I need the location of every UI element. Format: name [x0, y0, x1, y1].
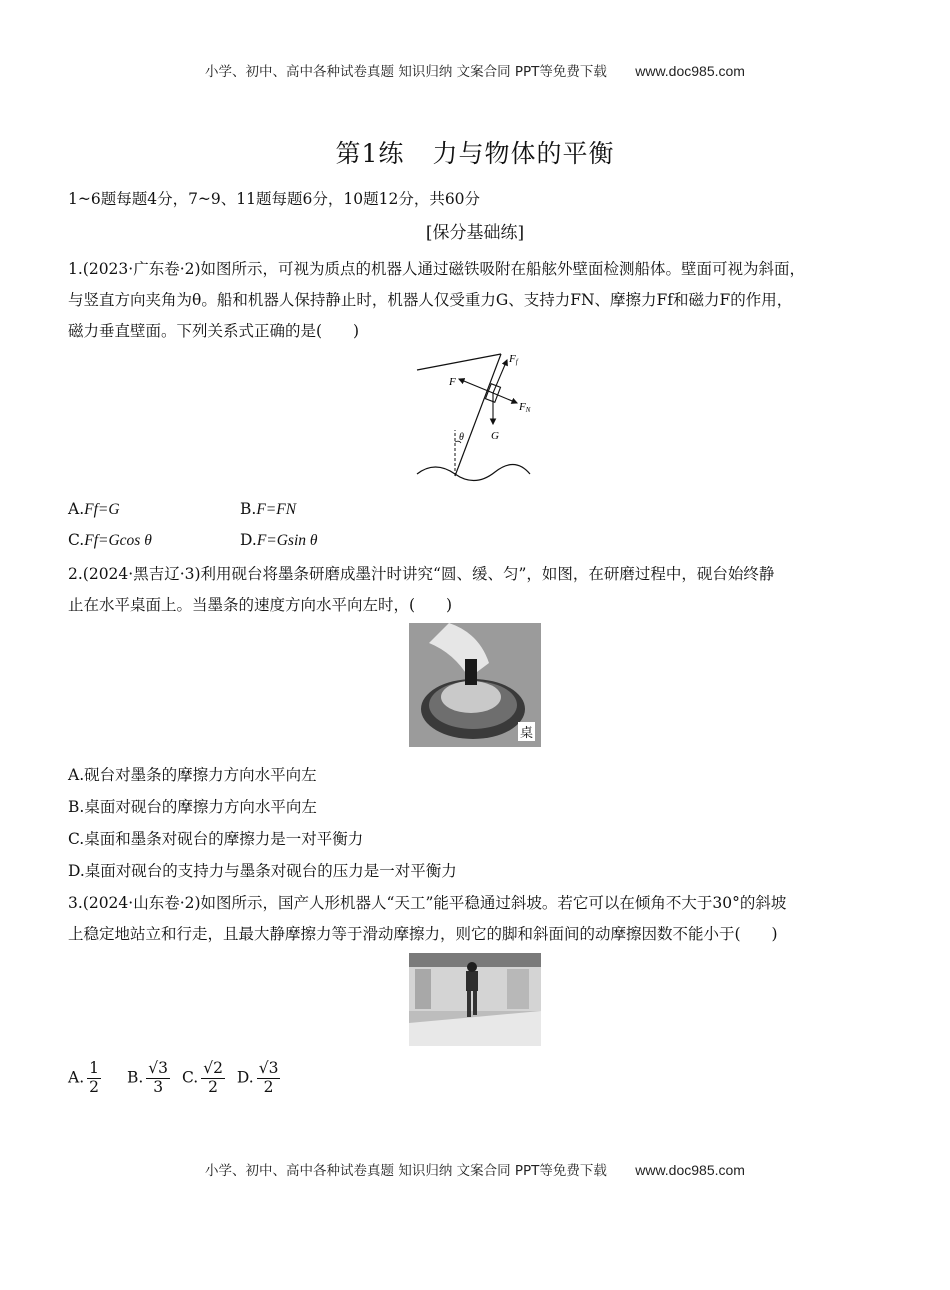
q1-option-a-text: Ff=G: [84, 501, 120, 518]
q3-option-a-den: 2: [89, 1077, 99, 1096]
label-ff-sub: f: [515, 358, 518, 366]
force-f-arrow: [459, 379, 493, 393]
q1-option-a-label: A.: [68, 500, 85, 518]
label-g: G: [491, 430, 499, 442]
q3-robot-photo: [409, 953, 541, 1046]
q3-option-b-label: B.: [126, 1068, 144, 1087]
q2-inkstone-photo: [409, 623, 541, 747]
q2-option-c: C.桌面和墨条对砚台的摩擦力是一对平衡力: [68, 830, 364, 848]
q3-options: [68, 1060, 283, 1097]
q3-option-d-num: √3: [258, 1059, 279, 1077]
page-footer: [0, 1159, 950, 1179]
title-main: 第1练: [335, 139, 405, 168]
q3-option-b-den: 3: [153, 1077, 164, 1096]
q2-line1: 2.(2024·黑吉辽·3)利用砚台将墨条研磨成墨汁时讲究“圆、缓、匀”，如图，在研磨过程中，砚台始终静: [68, 565, 775, 583]
q3-option-c-num: √2: [203, 1059, 223, 1077]
q2-option-a: A.砚台对墨条的摩擦力方向水平向左: [68, 766, 317, 784]
label-theta: θ: [459, 432, 464, 443]
q1-option-d-label: D.: [240, 531, 257, 549]
q1-option-d: [240, 531, 318, 550]
q3-option-a: [68, 1060, 104, 1097]
q1-option-b-text: F=FN: [256, 501, 297, 518]
q3-option-d-den: 2: [263, 1077, 274, 1096]
page-header: [0, 60, 950, 80]
q3-option-a-num: 1: [89, 1059, 99, 1077]
q1-option-b: [240, 500, 296, 519]
label-fn: F: [519, 401, 526, 413]
q1-option-c-label: C.: [68, 531, 85, 549]
label-fn-sub: N: [525, 406, 531, 414]
water-surface: [417, 464, 530, 480]
ship-deck-line: [417, 354, 501, 370]
q1-line2: 与竖直方向夹角为θ。船和机器人保持静止时，机器人仅受重力G、支持力FN、摩擦力Ff和磁力F的作用，: [68, 291, 793, 309]
q2-option-b: B.桌面对砚台的摩擦力方向水平向左: [68, 798, 317, 816]
footer-url[interactable]: www.doc985.com: [635, 1162, 745, 1178]
section-heading: [保分基础练]: [425, 223, 525, 243]
q1-option-a: [68, 500, 120, 519]
q3-option-b-num: √3: [148, 1059, 169, 1077]
label-f: F: [449, 376, 456, 388]
ship-wall-line: [455, 354, 501, 476]
q1-line1: 1.(2023·广东卷·2)如图所示，可视为质点的机器人通过磁铁吸附在船舷外壁面检测船体。壁面可视为斜面，: [68, 260, 806, 278]
page-title: [0, 134, 950, 170]
footer-text: 小学、初中、高中各种试卷真题 知识归纳 文案合同 PPT等免费下载: [205, 1163, 607, 1179]
q1-option-c-text: Ff=Gcos θ: [84, 532, 152, 549]
q3-option-d-label: D.: [236, 1068, 254, 1087]
q1-line3: 磁力垂直壁面。下列关系式正确的是( ): [68, 322, 360, 340]
svg-text:FN: [518, 401, 531, 414]
svg-text:Ff: [508, 353, 519, 366]
q3-line2: 上稳定地站立和行走，且最大静摩擦力等于滑动摩擦力，则它的脚和斜面间的动摩擦因数不能小于( ): [68, 925, 778, 943]
q3-option-c-den: 2: [208, 1077, 218, 1096]
q1-option-b-label: B.: [240, 500, 257, 518]
label-ff: F: [509, 353, 516, 365]
header-url[interactable]: www.doc985.com: [635, 63, 745, 79]
q1-force-diagram: [405, 348, 535, 486]
q3-option-c-label: C.: [181, 1068, 199, 1087]
q2-photo-label: 桌: [518, 722, 535, 741]
q2-line2: 止在水平桌面上。当墨条的速度方向水平向左时，( ): [68, 596, 453, 614]
q3-option-d: [237, 1060, 284, 1097]
q3-option-b: [127, 1060, 173, 1097]
q1-option-c: [68, 531, 152, 550]
q2-option-d: D.桌面对砚台的支持力与墨条对砚台的压力是一对平衡力: [68, 862, 457, 880]
title-sub: 力与物体的平衡: [432, 139, 615, 168]
scoring-info: 1~6题每题4分，7~9、11题每题6分，10题12分，共60分: [68, 190, 481, 208]
q3-line1: 3.(2024·山东卷·2)如图所示，国产人形机器人“天工”能平稳通过斜坡。若它可以在倾角不大于30°的斜坡: [68, 894, 787, 912]
q3-option-c: [182, 1060, 228, 1097]
q1-option-d-text: F=Gsin θ: [256, 532, 318, 549]
q3-option-a-label: A.: [68, 1068, 85, 1087]
header-text: 小学、初中、高中各种试卷真题 知识归纳 文案合同 PPT等免费下载: [205, 64, 607, 80]
